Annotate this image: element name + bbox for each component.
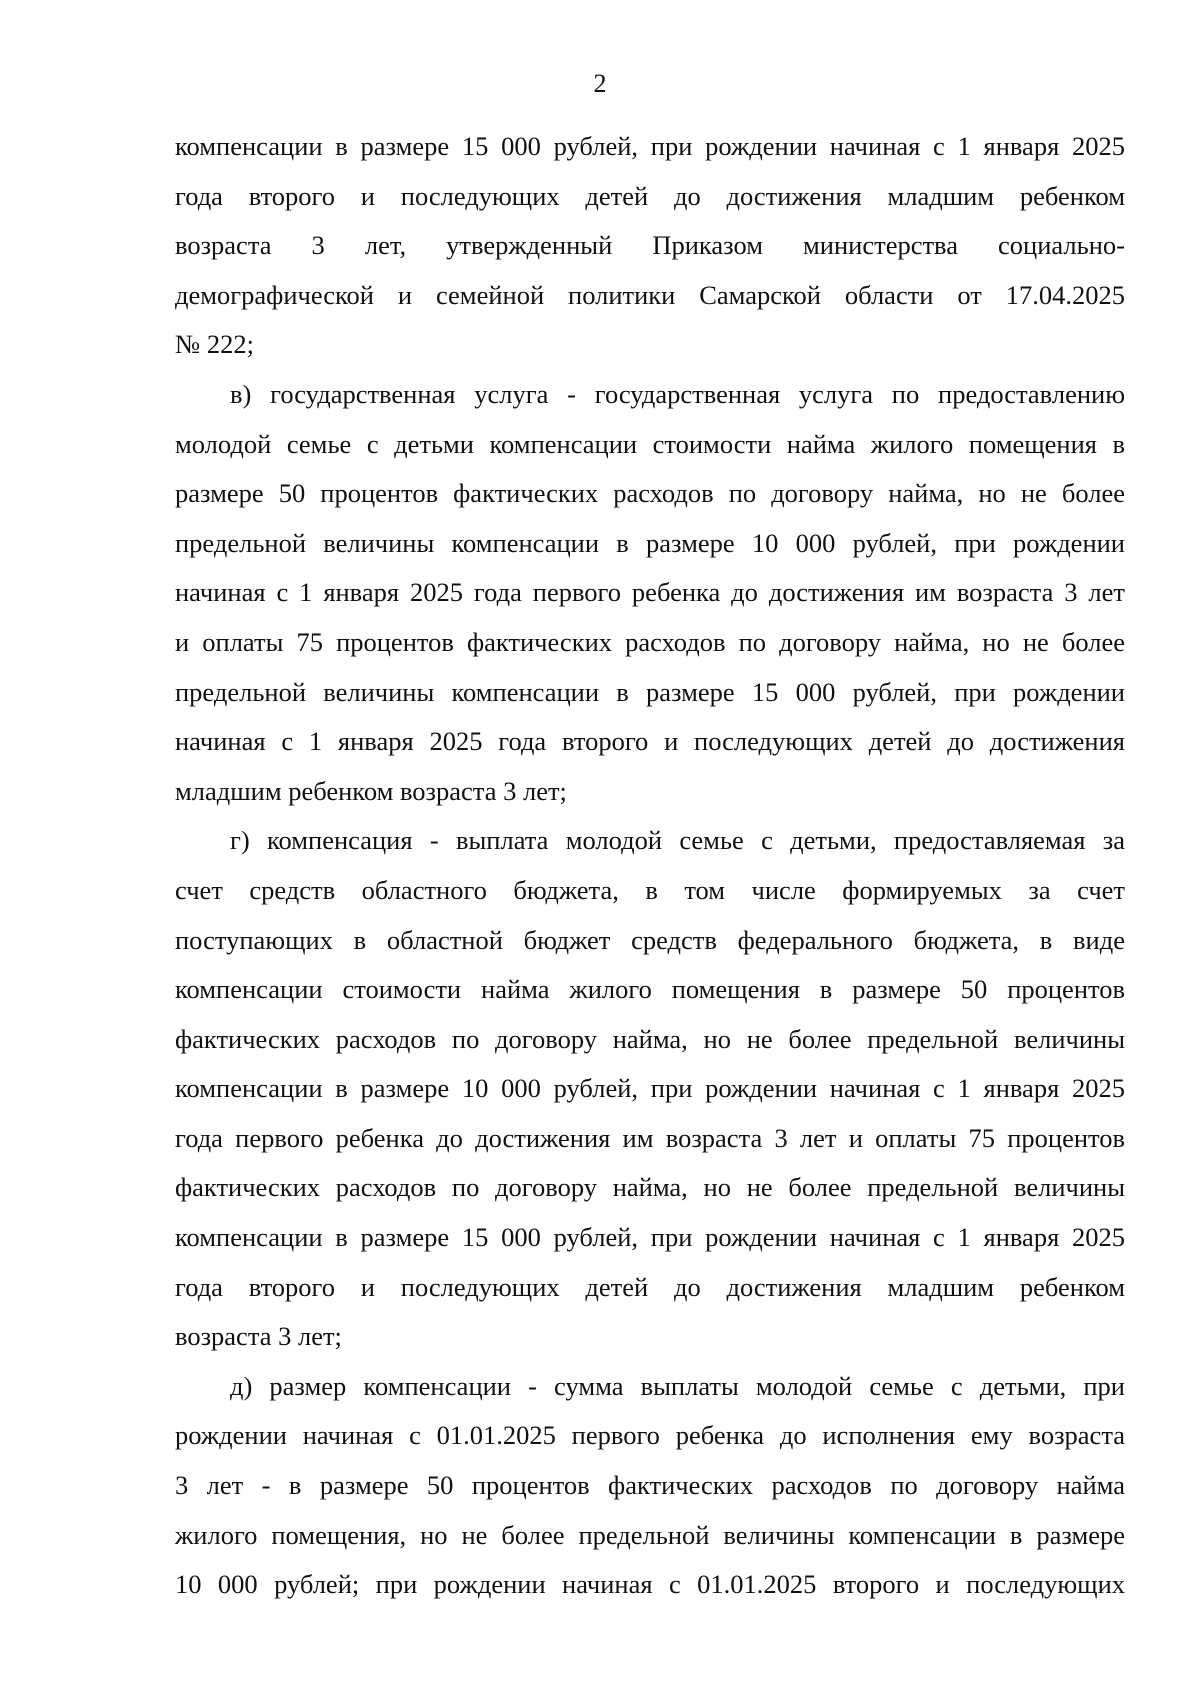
- text-line: и оплаты 75 процентов фактических расходов по договору найма, но не более: [175, 626, 1125, 657]
- text-line: года второго и последующих детей до достижения младшим ребенком: [175, 1271, 1125, 1302]
- text-line: № 222;: [175, 329, 255, 360]
- paragraph-item-d: [175, 1362, 1125, 1610]
- paragraph-item-v: [175, 370, 1125, 816]
- text-line: года первого ребенка до достижения им возраста 3 лет и оплаты 75 процентов: [175, 1122, 1125, 1153]
- text-line: в) государственная услуга - государственная услуга по предоставлению: [230, 378, 1125, 409]
- document-body: [175, 122, 1125, 1610]
- text-line: возраста 3 лет, утвержденный Приказом министерства социально-: [175, 230, 1125, 261]
- text-line: возраста 3 лет;: [175, 1321, 342, 1352]
- text-line: рождении начиная с 01.01.2025 первого ребенка до исполнения ему возраста: [175, 1420, 1125, 1451]
- text-line: размере 50 процентов фактических расходов по договору найма, но не более: [175, 478, 1125, 509]
- text-line: компенсации в размере 15 000 рублей, при рождении начиная с 1 января 2025: [175, 1222, 1125, 1253]
- text-line: начиная с 1 января 2025 года первого ребенка до достижения им возраста 3 лет: [175, 577, 1125, 608]
- text-line: 3 лет - в размере 50 процентов фактических расходов по договору найма: [175, 1470, 1125, 1501]
- text-line: компенсации в размере 15 000 рублей, при рождении начиная с 1 января 2025: [175, 131, 1125, 161]
- text-line: счет средств областного бюджета, в том числе формируемых за счет: [175, 874, 1125, 905]
- text-line: молодой семье с детьми компенсации стоимости найма жилого помещения в: [175, 428, 1125, 459]
- text-line: компенсации стоимости найма жилого помещения в размере 50 процентов: [175, 974, 1125, 1005]
- paragraph-item-g: [175, 816, 1125, 1362]
- text-line: фактических расходов по договору найма, но не более предельной величины: [175, 1023, 1125, 1054]
- text-line: года второго и последующих детей до достижения младшим ребенком: [175, 180, 1125, 211]
- text-line: д) размер компенсации - сумма выплаты молодой семье с детьми, при: [230, 1370, 1125, 1401]
- text-line: поступающих в областной бюджет средств федерального бюджета, в виде: [175, 924, 1125, 955]
- text-line: начиная с 1 января 2025 года второго и последующих детей до достижения: [175, 726, 1125, 757]
- text-line: жилого помещения, но не более предельной величины компенсации в размере: [175, 1519, 1125, 1550]
- text-line: 10 000 рублей; при рождении начиная с 01.01.2025 второго и последующих: [175, 1569, 1125, 1600]
- text-line: фактических расходов по договору найма, но не более предельной величины: [175, 1172, 1125, 1203]
- text-line: компенсации в размере 10 000 рублей, при рождении начиная с 1 января 2025: [175, 1073, 1125, 1104]
- text-line: младшим ребенком возраста 3 лет;: [175, 775, 567, 806]
- text-line: г) компенсация - выплата молодой семье с детьми, предоставляемая за: [230, 825, 1125, 856]
- text-line: демографической и семейной политики Самарской области от 17.04.2025: [175, 279, 1125, 310]
- text-line: предельной величины компенсации в размере 15 000 рублей, при рождении: [175, 676, 1125, 707]
- text-line: предельной величины компенсации в размере 10 000 рублей, при рождении: [175, 527, 1125, 558]
- page-number: 2: [593, 69, 607, 98]
- paragraph-continuation: [175, 122, 1125, 370]
